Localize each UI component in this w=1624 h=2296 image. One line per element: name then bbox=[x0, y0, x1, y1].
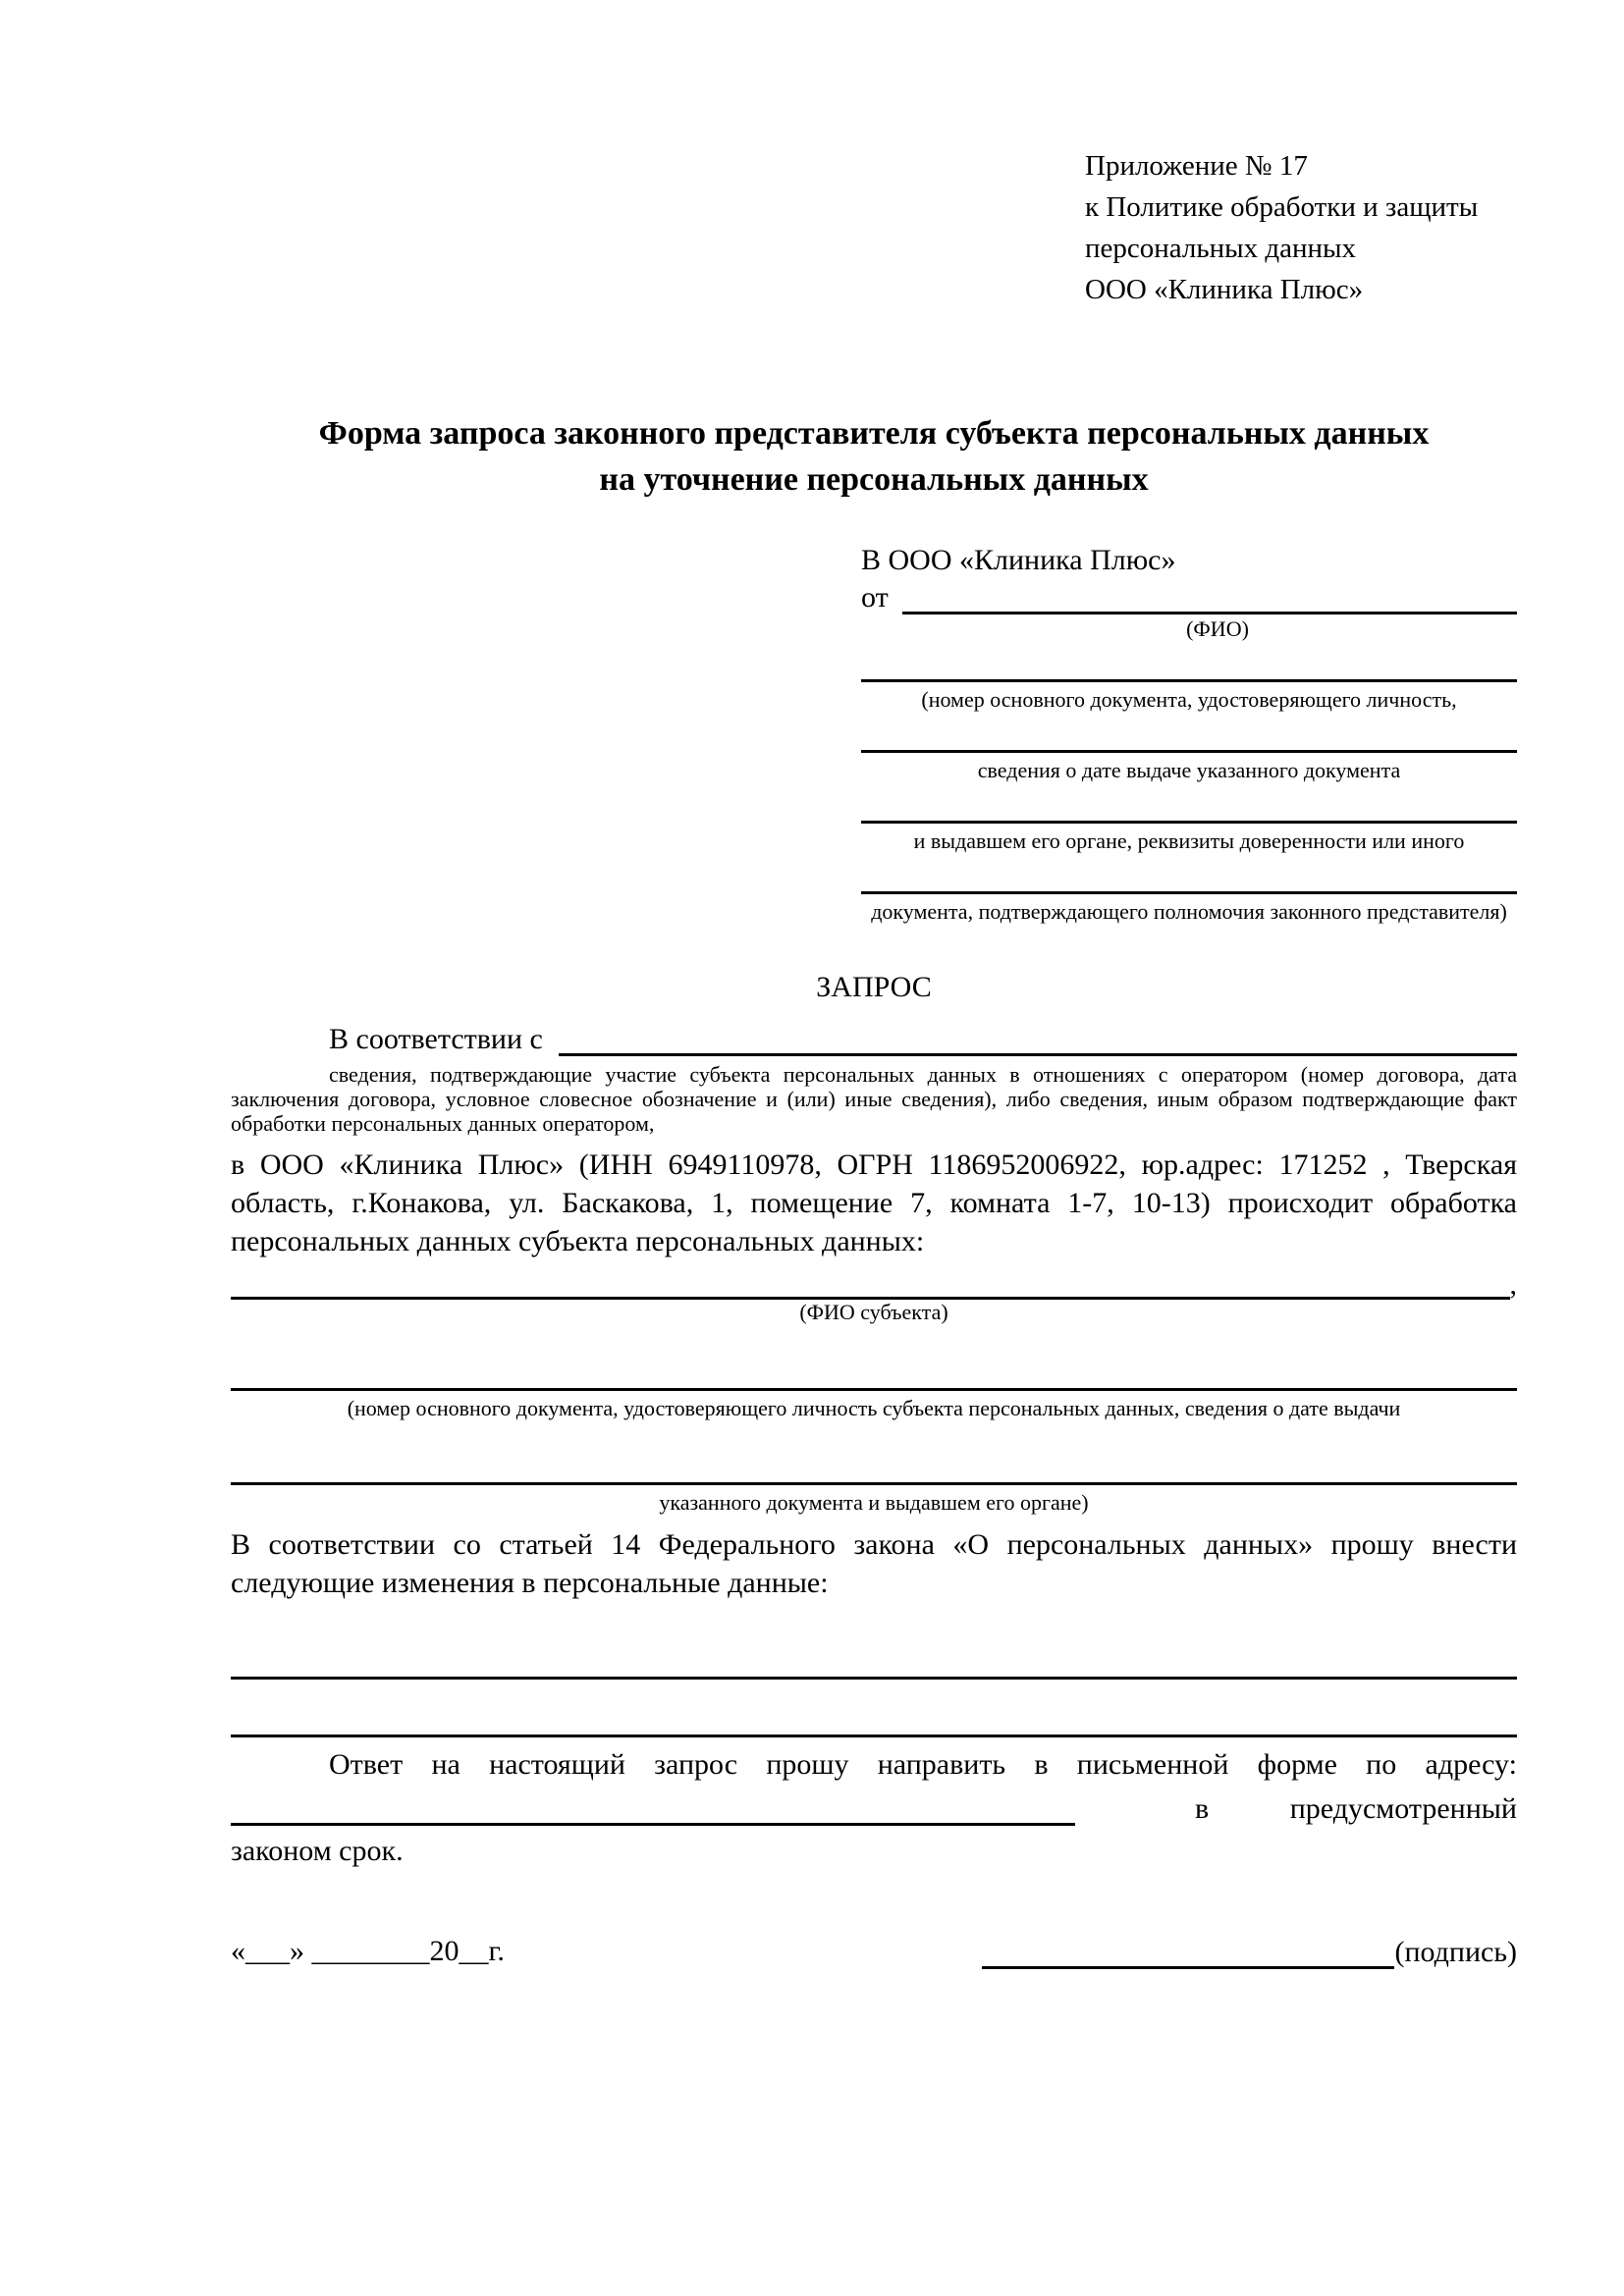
fio-caption: (ФИО) bbox=[1186, 616, 1249, 641]
doc-number-field-line bbox=[861, 642, 1517, 682]
date-blank: «___» ________20__г. bbox=[231, 1935, 505, 1967]
reply-tail-word-2: предусмотренный bbox=[1289, 1792, 1517, 1825]
doc-number-caption: (номер основного документа, удостоверяющего личность, bbox=[921, 687, 1457, 712]
paragraph-indent bbox=[231, 1019, 329, 1056]
changes-field-line-2 bbox=[231, 1680, 1517, 1737]
fio-field-line bbox=[902, 579, 1517, 614]
doc-powers-caption: документа, подтверждающего полномочия законного представителя) bbox=[871, 899, 1507, 924]
annex-line: ООО «Клиника Плюс» bbox=[1085, 274, 1364, 305]
basis-row bbox=[231, 1019, 1517, 1056]
law-paragraph: В соответствии со статьей 14 Федерального закона «О персональных данных» прошу внести следующие изменения в персональные данные: bbox=[231, 1528, 1517, 1599]
reply-address-field-line bbox=[231, 1788, 1075, 1826]
changes-field-line-1 bbox=[231, 1637, 1517, 1680]
subject-fio-caption: (ФИО субъекта) bbox=[799, 1300, 948, 1324]
basis-footnote: сведения, подтверждающие участие субъекта персональных данных в отношениях с оператором (номер договора, дата заключения договора, условное словесное обозначение и (или) иные сведения), либо сведения, иным образом подтверждающие факт обработки персональных данных оператором, bbox=[231, 1062, 1517, 1136]
subject-fio-row bbox=[231, 1260, 1517, 1300]
reply-sentence: Ответ на настоящий запрос прошу направить в письменной форме по адресу: bbox=[329, 1748, 1517, 1781]
reply-tail-word-1: в bbox=[1195, 1792, 1210, 1825]
doc-authority-caption: и выдавшем его органе, реквизиты доверенности или иного bbox=[913, 828, 1465, 853]
signature-caption: (подпись) bbox=[1394, 1936, 1517, 1968]
subject-doc-field-line-2 bbox=[231, 1443, 1517, 1485]
reply-tail bbox=[1075, 1792, 1517, 1826]
subject-doc-caption-1: (номер основного документа, удостоверяющего личность субъекта персональных данных, сведения о дате выдачи bbox=[347, 1396, 1401, 1420]
reply-end: законом срок. bbox=[231, 1835, 404, 1867]
annex-line: персональных данных bbox=[1085, 233, 1357, 264]
doc-powers-field-line bbox=[861, 854, 1517, 894]
signature-right bbox=[982, 1933, 1517, 1969]
subject-doc-caption-2: указанного документа и выдавшем его органе) bbox=[659, 1490, 1089, 1515]
form-title-line-2: на уточнение персональных данных bbox=[599, 461, 1149, 498]
subject-doc-field-line-1 bbox=[231, 1349, 1517, 1391]
signature-field-line bbox=[982, 1933, 1394, 1969]
trailing-comma: , bbox=[1509, 1268, 1517, 1301]
addressee-block bbox=[861, 542, 1517, 925]
basis-label: В соответствии с bbox=[329, 1023, 543, 1055]
request-heading: ЗАПРОС bbox=[816, 971, 932, 1003]
doc-issue-date-field-line bbox=[861, 713, 1517, 753]
annex-line: к Политике обработки и защиты bbox=[1085, 191, 1479, 223]
signature-row bbox=[231, 1933, 1517, 1969]
basis-field-line bbox=[559, 1019, 1517, 1056]
from-row bbox=[861, 579, 1517, 614]
annex-line: Приложение № 17 bbox=[1085, 150, 1308, 182]
form-title bbox=[231, 410, 1517, 503]
subject-fio-field-line bbox=[231, 1261, 1510, 1300]
reply-address-row bbox=[231, 1785, 1517, 1826]
operator-paragraph: в ООО «Клиника Плюс» (ИНН 6949110978, ОГРН 1186952006922, юр.адрес: 171252 , Тверская область, г.Конакова, ул. Баскакова, 1, помещение 7, комната 1-7, 10-13) происходит обработка персональных данных субъекта персональных данных: bbox=[231, 1148, 1517, 1257]
doc-issue-date-caption: сведения о дате выдаче указанного документа bbox=[977, 758, 1401, 782]
addressee-org: В ООО «Клиника Плюс» bbox=[861, 544, 1176, 576]
form-title-line-1: Форма запроса законного представителя субъекта персональных данных bbox=[318, 415, 1430, 452]
annex-header bbox=[1085, 145, 1517, 310]
doc-authority-field-line bbox=[861, 783, 1517, 824]
from-label: от bbox=[861, 581, 889, 614]
